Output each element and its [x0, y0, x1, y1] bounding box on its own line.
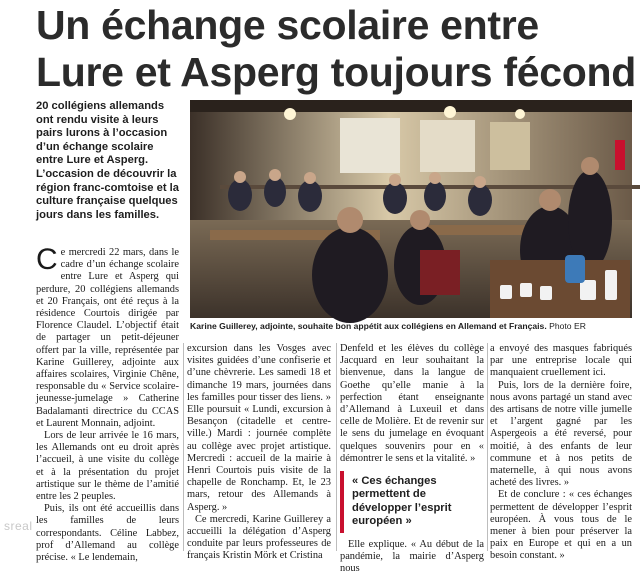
article-headline [36, 2, 636, 96]
pull-quote: « Ces échanges permettent de développer l’esprit européen » [340, 471, 484, 533]
paragraph-text: e mercredi 22 mars, dans le cadre d’un échange scolaire entre Lure et Asperg qui perdure, 20 collégiens allemands et 20 Français, ont été reçus à la résidence Courtois dirigée par Florence Claudel. L’objectif était de partager un petit-déjeuner offert par la ville, représentée par Karine Guillerey, adjointe aux affaires scolaires, Virginie Chêne, responsable du « Service scolaire-jeunesse-jumelage » Catherine Badalamanti directrice du CCAS et Laurent Monnain, adjoint. [36, 247, 179, 429]
body-column-2 [187, 343, 331, 562]
paragraph: Puis, lors de la dernière foire, nous avons partagé un stand avec des artisans de notre ville jumelle et l’argent gagné par les Aspergeois a été reversé, pour moitié, à des enfants de leur commune et à nos petits de maternelle, à qui nous avons acheté des livres. » [490, 379, 632, 489]
article-lead: 20 collégiens allemands ont rendu visite à leurs pairs lurons à l’occasion d’un échange scolaire entre Lure et Asperg. L’occasion de découvrir la région franc-comtoise et la culture française quelques jours dans les familles. [36, 100, 179, 221]
paragraph: Lors de leur arrivée le 16 mars, les Allemands ont eu droit après l’accueil, à une visite du collège et à la présentation du projet artistique sur le thème de l’amitié entre les 2 peuples. [36, 430, 179, 503]
photo-caption [190, 320, 632, 332]
headline-line-1: Un échange scolaire entre [36, 2, 539, 48]
body-column-1 [36, 243, 179, 564]
paragraph [36, 243, 179, 430]
caption-text: Karine Guillerey, adjointe, souhaite bon appétit aux collégiens en Allemand et Français. [190, 321, 547, 331]
paragraph: Ce mercredi, Karine Guillerey a accueilli la délégation d’Asperg conduite par leurs professeures de français Kristin Mörk et Cristina [187, 513, 331, 562]
paragraph: Puis, ils ont été accueillis dans les familles de leurs correspondants. Céline Labbez, prof d’Allemand au collège précise. « Le lendemain, [36, 503, 179, 564]
photo-illustration [190, 100, 632, 318]
paragraph: excursion dans les Vosges avec visites guidées d’une confiserie et d’une chèvrerie. Les samedi 18 et dimanche 19 mars, journées dans les familles pour tisser des liens. » Elle poursuit « Lundi, excursion à Besançon (citadelle et centre-ville.) Mardi : journée complète au collège avec projet artistique. Mercredi : accueil de la mairie à Henri Courtois puis visite de la chapelle de Ronchamp. Et, le 23 mars, retour des Allemands à Asperg. » [187, 343, 331, 513]
photo-credit: Photo ER [549, 321, 586, 331]
column-divider [487, 343, 488, 551]
watermark: sreal [4, 519, 33, 533]
paragraph: Elle explique. « Au début de la pandémie, la mairie d’Asperg nous [340, 538, 484, 575]
paragraph: Denfeld et les élèves du collège Jacquard en leur souhaitant la bienvenue, dans la langue de Goethe qu’elle manie à la perfection étant enseignante d’Allemand à Luxeuil et dans celle de Molière. Et de revenir sur le sens du jumelage en évoquant quelques souvenirs pour en « démontrer le sens et la vitalité. » [340, 343, 484, 464]
headline-line-2: Lure et Asperg toujours fécond [36, 49, 636, 95]
body-column-3 [340, 343, 484, 575]
column-divider [336, 343, 337, 551]
article-photo [190, 100, 632, 318]
body-column-4 [490, 343, 632, 562]
drop-cap: C [36, 243, 58, 276]
column-divider [183, 343, 184, 551]
paragraph: a envoyé des masques fabriqués par une entreprise locale qui manquaient cruellement ici. [490, 343, 632, 379]
paragraph: Et de conclure : « ces échanges permettent de développer l’esprit européen. À vous tous de le mener à bien pour préserver la paix en Europe et qui en a un besoin constant. » [490, 489, 632, 562]
